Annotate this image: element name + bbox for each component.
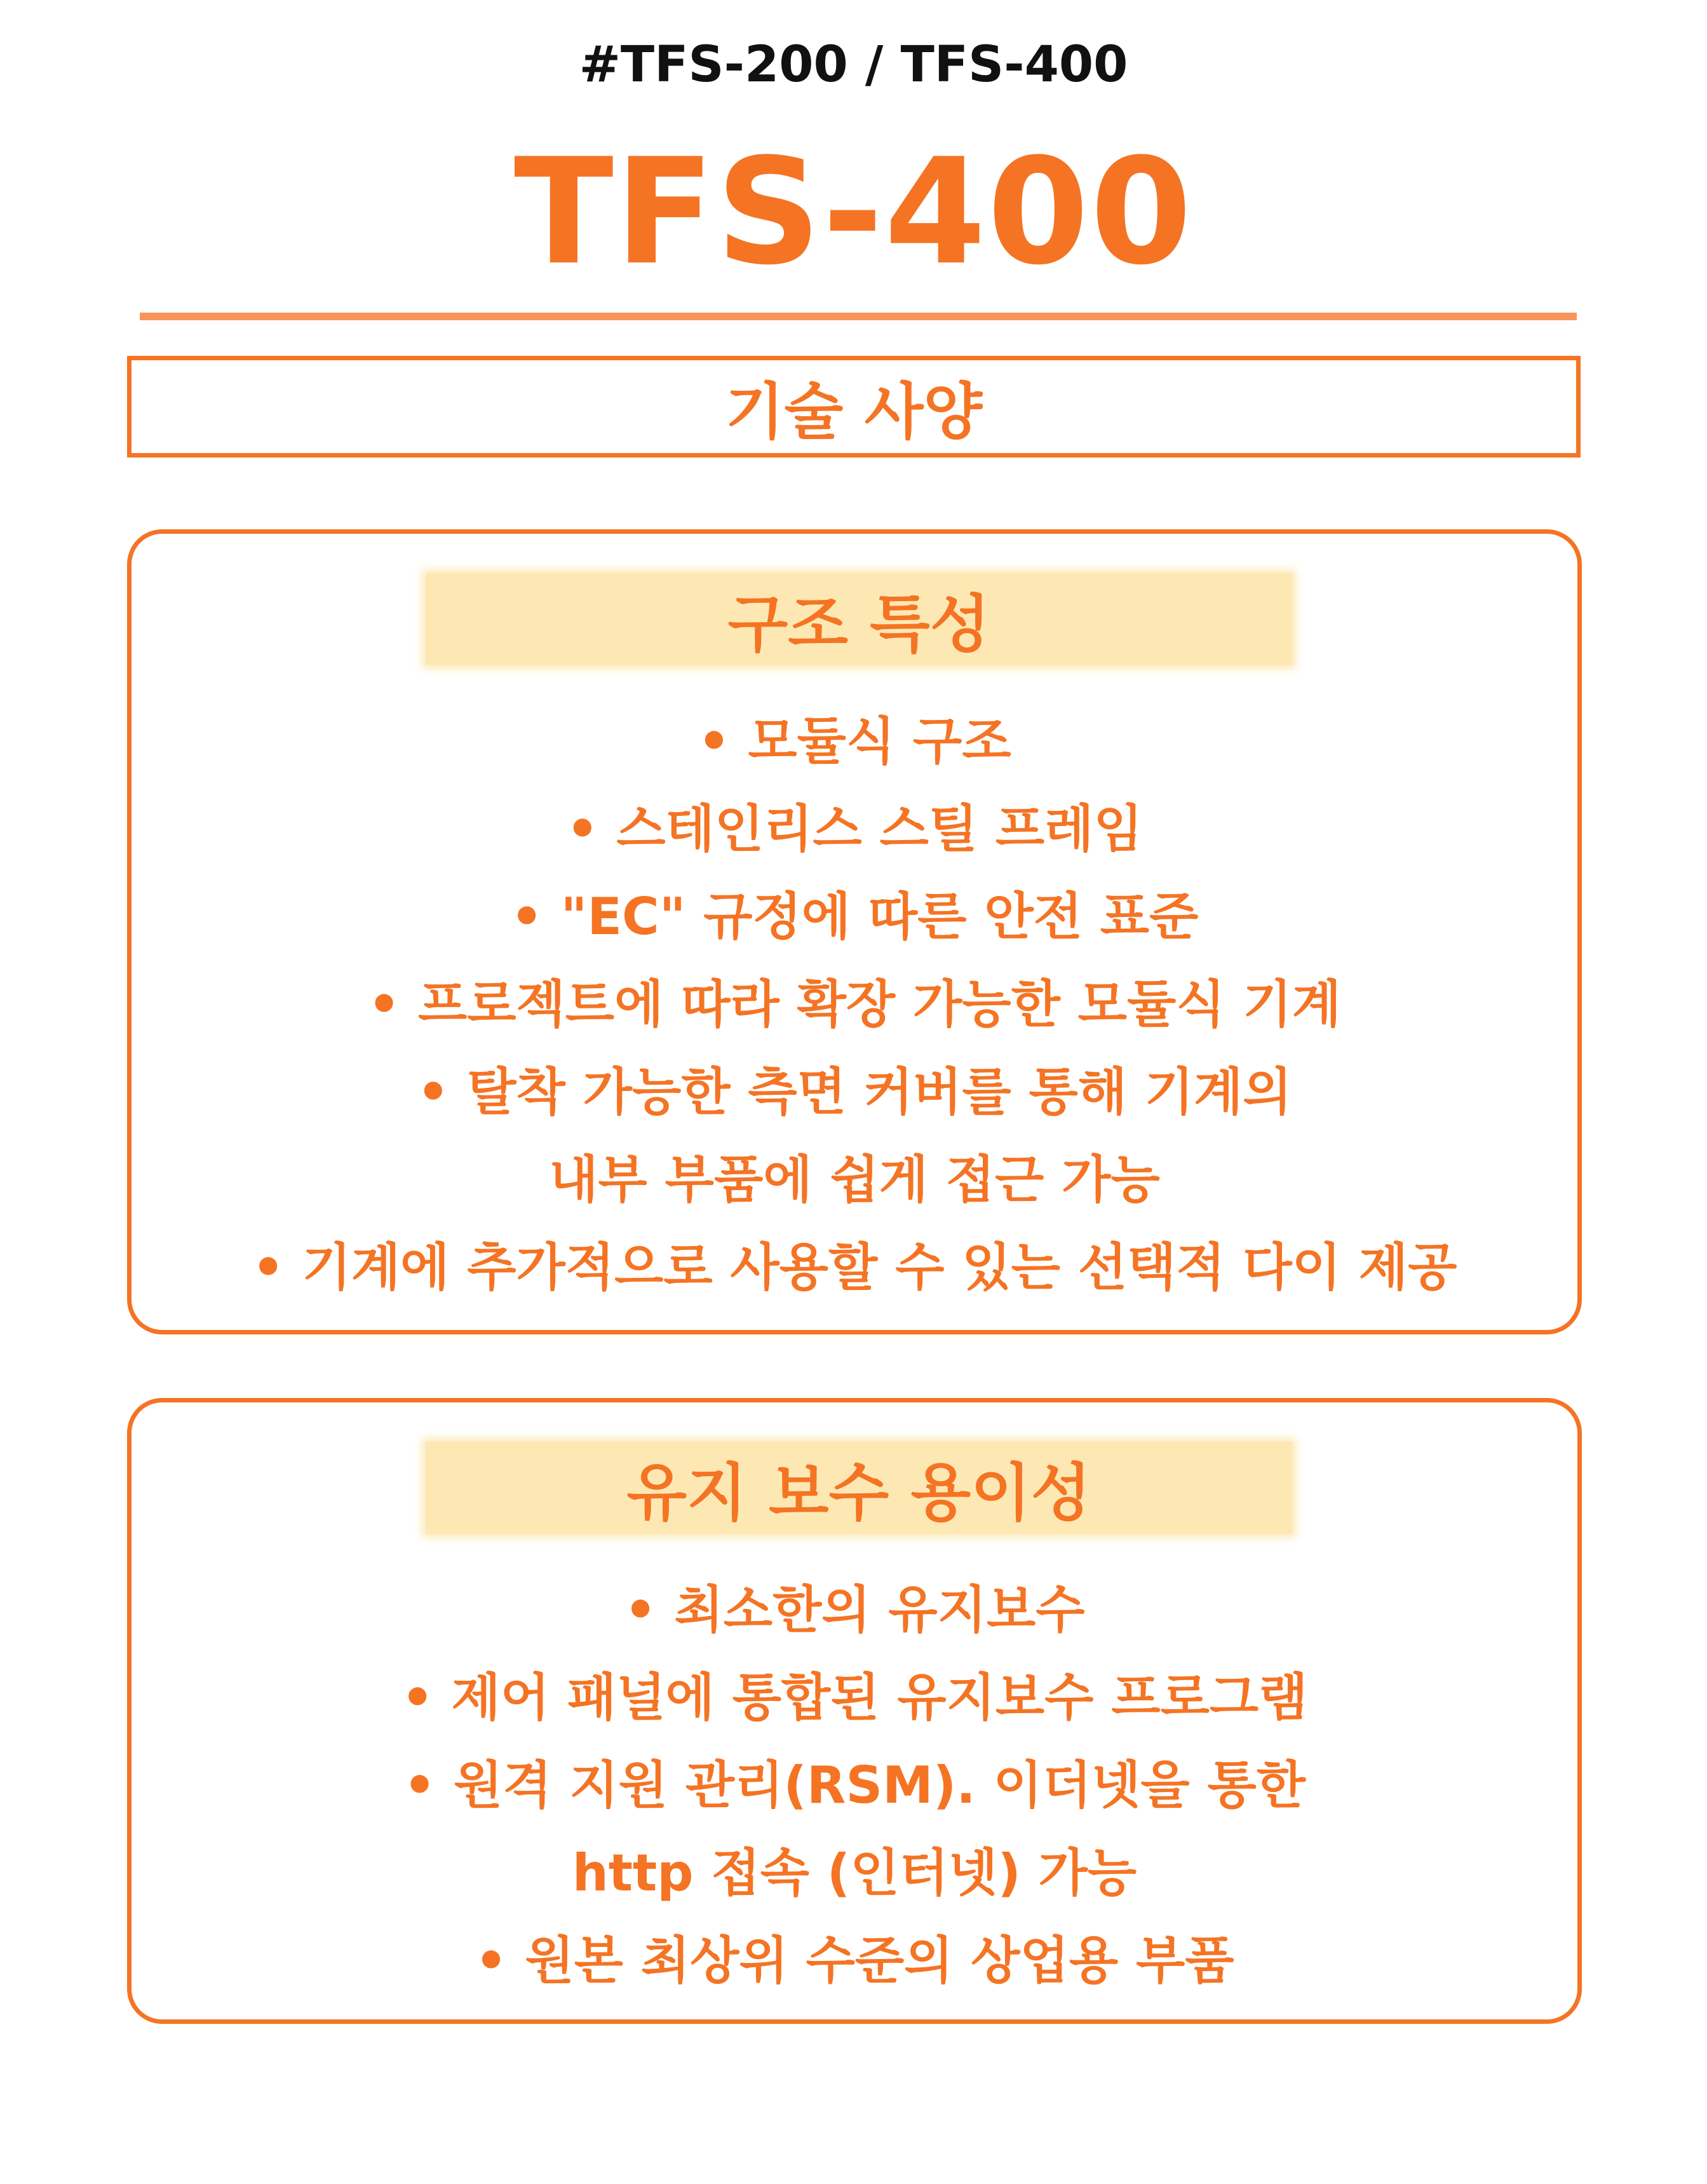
list-item: http 접속 (인터넷) 가능 [572,1843,1137,1903]
section-heading: 구조 특성 [426,573,1292,665]
list-item: • 원격 지원 관리(RSM). 이더넷을 통한 [403,1756,1306,1815]
list-item: • 스테인리스 스틸 프레임 [566,799,1143,858]
feature-list [132,698,1577,1312]
section-heading: 유지 보수 용이성 [426,1442,1292,1534]
list-item: • 모듈식 구조 [698,712,1011,771]
list-item: • 제어 패널에 통합된 유지보수 프로그램 [401,1668,1308,1727]
list-item: • 프로젝트에 따라 확장 가능한 모듈식 기계 [367,975,1341,1034]
structure-section [127,529,1582,1334]
list-item: • 원본 최상위 수준의 상업용 부품 [475,1931,1234,1990]
list-item: • "EC" 규정에 따른 안전 표준 [510,887,1199,946]
page-title: TFS-400 [513,128,1194,297]
feature-list [132,1566,1577,2005]
spec-heading-box [127,356,1581,458]
title-divider [140,313,1577,320]
maintenance-section [127,1398,1582,2024]
spec-heading: 기술 사양 [725,376,983,447]
list-item: 내부 부품에 쉽게 접근 가능 [549,1150,1160,1209]
list-item: • 탈착 가능한 측면 커버를 통해 기계의 [417,1062,1292,1122]
list-item: • 최소한의 유지보수 [624,1580,1085,1639]
model-tag: #TFS-200 / TFS-400 [579,36,1128,93]
list-item: • 기계에 추가적으로 사용할 수 있는 선택적 다이 제공 [252,1238,1457,1297]
